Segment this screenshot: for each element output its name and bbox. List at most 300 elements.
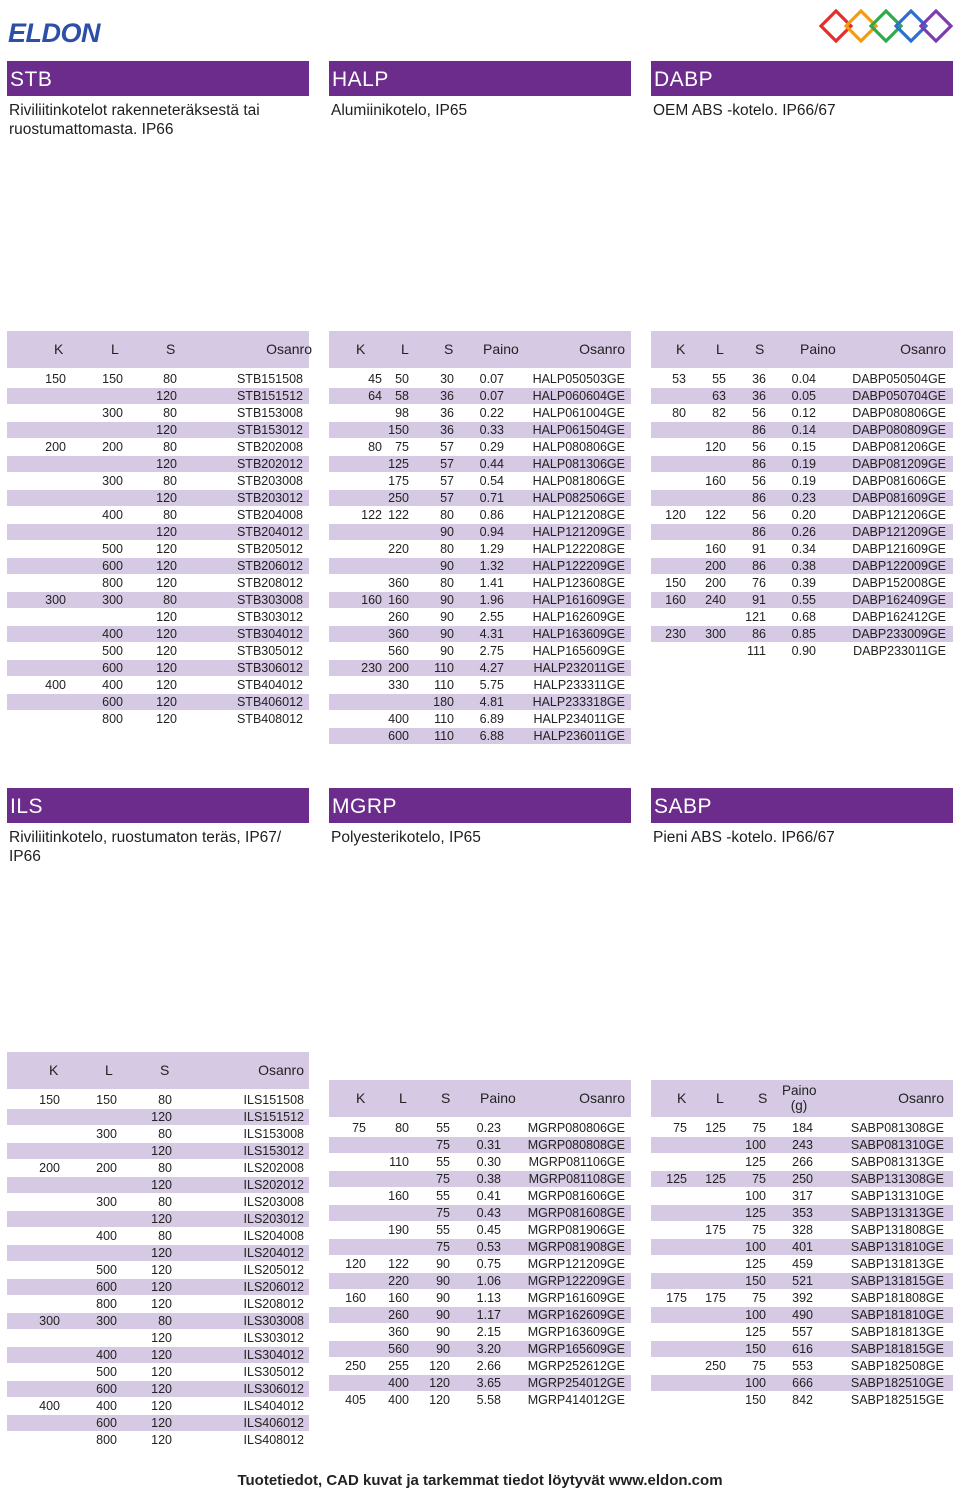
table-cell: 317 [792,1189,813,1203]
table-cell: 0.19 [791,474,816,488]
table-row [651,1375,953,1392]
table-cell: 120 [151,1280,172,1294]
table-cell: 56 [752,508,766,522]
table-row [651,1341,953,1358]
table-cell: HALP123608GE [532,576,625,590]
table-cell: 120 [156,712,177,726]
table-cell: 160 [388,1189,409,1203]
table-row [7,422,309,439]
column-header: K [54,341,64,357]
table-cell: 75 [352,1121,366,1135]
table-cell: DABP081209GE [852,457,946,471]
table-cell: 600 [102,695,123,709]
table-cell: ILS408012 [243,1433,304,1447]
table-cell: MGRP081106GE [528,1155,625,1169]
table-row [7,677,309,694]
table-cell: 150 [745,1274,766,1288]
footer-text: Tuotetiedot, CAD kuvat ja tarkemmat tiedot löytyvät www.eldon.com [237,1472,723,1489]
table-cell: 80 [158,1093,172,1107]
table-row [7,1279,309,1296]
mgrp-description: Polyesterikotelo, IP65 [331,829,481,846]
table-row [7,1313,309,1330]
table-cell: 120 [151,1348,172,1362]
table-cell: 0.26 [791,525,816,539]
table-cell: DABP121206GE [852,508,946,522]
table-cell: 36 [440,406,454,420]
table-cell: 122 [388,508,409,522]
table-cell: 330 [388,678,409,692]
table-row [329,507,631,524]
table-cell: HALP236011GE [533,729,625,743]
table-cell: 200 [39,1161,60,1175]
table-cell: 120 [156,627,177,641]
table-cell: HALP081306GE [532,457,625,471]
ils-table-header [7,1052,309,1089]
table-cell: 260 [388,610,409,624]
table-cell: 82 [712,406,726,420]
table-cell: ILS306012 [243,1382,304,1396]
table-cell: 122 [388,1257,409,1271]
table-cell: 120 [156,576,177,590]
table-cell: 86 [752,491,766,505]
column-header: L [105,1062,113,1078]
table-cell: 300 [39,1314,60,1328]
table-cell: 120 [665,508,686,522]
table-cell: 80 [158,1161,172,1175]
table-cell: 243 [792,1138,813,1152]
column-header: S [755,341,765,357]
table-row [7,371,309,388]
table-row [651,541,953,558]
table-cell: STB305012 [236,644,303,658]
table-cell: HALP233311GE [533,678,625,692]
table-cell: 120 [151,1246,172,1260]
table-cell: 91 [752,542,766,556]
table-cell: SABP081310GE [850,1138,944,1152]
table-cell: 200 [705,576,726,590]
table-cell: 100 [745,1308,766,1322]
table-cell: 110 [389,1155,409,1169]
table-cell: 150 [96,1093,117,1107]
table-row [329,575,631,592]
table-cell: 405 [345,1393,366,1407]
mgrp-table [329,1080,631,1409]
table-row [7,575,309,592]
table-cell: 175 [388,474,409,488]
table-row [329,524,631,541]
table-row [329,1137,631,1154]
table-cell: 100 [745,1189,766,1203]
table-cell: SABP081313GE [850,1155,944,1169]
table-cell: 300 [705,627,726,641]
table-cell: ILS204012 [243,1246,304,1260]
table-cell: 0.85 [791,627,816,641]
table-cell: 120 [156,610,177,624]
table-row [329,1154,631,1171]
table-cell: 230 [361,661,382,675]
table-row [7,1330,309,1347]
table-cell: HALP165609GE [532,644,625,658]
table-cell: DABP080806GE [852,406,946,420]
table-cell: MGRP081108GE [528,1172,625,1186]
table-cell: 400 [102,678,123,692]
table-row [329,422,631,439]
table-cell: MGRP081908GE [527,1240,625,1254]
table-cell: 50 [395,372,409,386]
table-cell: HALP061504GE [532,423,625,437]
table-cell: 200 [705,559,726,573]
table-cell: 55 [436,1121,450,1135]
table-cell: 120 [156,542,177,556]
table-row [651,1358,953,1375]
table-cell: 4.31 [479,627,504,641]
table-row [7,507,309,524]
table-row [329,728,631,745]
table-cell: 56 [752,440,766,454]
table-row [651,1120,953,1137]
table-cell: 360 [388,576,409,590]
table-cell: 57 [440,457,454,471]
table-cell: 175 [705,1223,726,1237]
table-cell: 6.88 [479,729,504,743]
table-cell: SABP182515GE [850,1393,944,1407]
table-cell: 120 [705,440,726,454]
table-cell: ILS304012 [243,1348,304,1362]
table-cell: 125 [705,1121,726,1135]
table-cell: 76 [752,576,766,590]
table-cell: 30 [440,372,454,386]
table-row [329,439,631,456]
table-cell: MGRP162609GE [527,1308,625,1322]
table-cell: 260 [388,1308,409,1322]
table-cell: STB206012 [236,559,303,573]
table-cell: ILS151508 [243,1093,304,1107]
table-cell: HALP163609GE [532,627,625,641]
table-cell: 120 [429,1376,450,1390]
table-row [329,1392,631,1409]
table-row [651,1324,953,1341]
table-row [7,1262,309,1279]
table-cell: 75 [395,440,409,454]
table-cell: 120 [156,695,177,709]
table-row [651,592,953,609]
table-row [329,592,631,609]
table-cell: 300 [96,1127,117,1141]
stb-title: STB [10,68,53,91]
table-cell: 184 [792,1121,813,1135]
table-cell: 90 [436,1257,450,1271]
table-row [651,405,953,422]
table-cell: HALP233318GE [532,695,625,709]
table-row [7,643,309,660]
table-cell: 490 [792,1308,813,1322]
table-cell: STB303012 [236,610,303,624]
table-row [7,660,309,677]
table-row [7,1381,309,1398]
table-cell: 55 [436,1189,450,1203]
stb-header [7,61,309,96]
table-cell: DABP080809GE [852,423,946,437]
table-row [329,456,631,473]
column-header: Osanro [579,341,625,357]
table-cell: 400 [96,1348,117,1362]
table-row [7,592,309,609]
table-cell: SABP181815GE [850,1342,944,1356]
table-cell: 125 [745,1325,766,1339]
table-row [7,1109,309,1126]
table-cell: ILS204008 [243,1229,304,1243]
table-cell: MGRP121209GE [527,1257,625,1271]
table-cell: STB306012 [236,661,303,675]
table-row [329,1341,631,1358]
table-cell: 122 [705,508,726,522]
column-header: K [356,341,366,357]
table-row [329,1222,631,1239]
column-header: Paino [483,341,519,357]
table-cell: 200 [388,661,409,675]
table-cell: SABP182508GE [850,1359,944,1373]
table-cell: 2.66 [476,1359,501,1373]
table-cell: 120 [151,1297,172,1311]
table-row [329,1256,631,1273]
column-header: Paino (g) [782,1083,817,1113]
table-row [651,1222,953,1239]
table-row [651,1273,953,1290]
table-cell: 0.38 [791,559,816,573]
table-cell: 120 [151,1433,172,1447]
table-cell: 600 [102,661,123,675]
table-cell: 91 [752,593,766,607]
table-cell: 55 [436,1223,450,1237]
column-header: K [677,1090,687,1106]
table-cell: MGRP080806GE [527,1121,625,1135]
table-cell: 4.81 [479,695,504,709]
table-cell: 180 [433,695,454,709]
table-cell: 80 [158,1195,172,1209]
table-cell: STB406012 [236,695,303,709]
table-cell: 160 [345,1291,366,1305]
table-cell: STB205012 [236,542,303,556]
table-cell: ILS153012 [243,1144,304,1158]
table-cell: 3.65 [476,1376,501,1390]
table-row [651,609,953,626]
table-cell: MGRP122209GE [527,1274,625,1288]
table-row [329,711,631,728]
table-row [651,1205,953,1222]
sabp-header [651,788,953,823]
ils-header [7,788,309,823]
table-cell: STB153008 [236,406,303,420]
table-cell: HALP121209GE [532,525,625,539]
table-cell: SABP131310GE [850,1189,944,1203]
table-cell: 75 [673,1121,687,1135]
column-header: S [441,1090,451,1106]
table-cell: 80 [163,440,177,454]
table-cell: SABP181810GE [850,1308,944,1322]
table-row [7,1194,309,1211]
column-header: S [166,341,176,357]
table-cell: ILS404012 [243,1399,304,1413]
table-cell: 459 [792,1257,813,1271]
table-cell: 125 [745,1257,766,1271]
table-cell: MGRP080808GE [527,1138,625,1152]
table-cell: 120 [156,457,177,471]
table-cell: 0.07 [479,389,504,403]
table-cell: 200 [102,440,123,454]
table-cell: 90 [440,525,454,539]
table-row [7,1296,309,1313]
table-cell: 86 [752,559,766,573]
table-cell: 55 [712,372,726,386]
table-cell: 0.71 [479,491,504,505]
table-cell: 0.38 [476,1172,501,1186]
table-cell: 120 [151,1382,172,1396]
table-cell: 120 [151,1110,172,1124]
table-cell: 120 [156,491,177,505]
table-cell: 125 [388,457,409,471]
table-cell: 120 [156,678,177,692]
table-cell: HALP162609GE [532,610,625,624]
table-cell: 6.89 [479,712,504,726]
table-cell: STB408012 [236,712,303,726]
table-cell: 250 [792,1172,813,1186]
table-cell: 58 [395,389,409,403]
table-cell: 0.14 [791,423,816,437]
table-cell: 600 [96,1280,117,1294]
table-cell: ILS303012 [243,1331,304,1345]
table-cell: 400 [102,627,123,641]
column-header: Paino [800,341,836,357]
table-cell: 150 [665,576,686,590]
table-cell: 64 [368,389,382,403]
table-cell: 400 [102,508,123,522]
table-cell: 0.33 [479,423,504,437]
table-cell: 0.44 [479,457,504,471]
table-cell: 220 [388,542,409,556]
table-row [329,371,631,388]
table-cell: STB208012 [236,576,303,590]
table-cell: 45 [368,372,382,386]
table-row [7,1228,309,1245]
table-cell: STB204012 [236,525,303,539]
table-row [329,1324,631,1341]
table-cell: MGRP414012GE [527,1393,625,1407]
table-cell: 0.30 [476,1155,501,1169]
table-cell: 80 [440,542,454,556]
column-header: K [49,1062,59,1078]
table-cell: ILS406012 [243,1416,304,1430]
table-cell: 110 [434,661,454,675]
table-row [7,490,309,507]
table-cell: MGRP163609GE [527,1325,625,1339]
table-cell: 175 [666,1291,687,1305]
table-cell: 300 [45,593,66,607]
table-cell: 160 [665,593,686,607]
table-cell: 353 [792,1206,813,1220]
table-cell: HALP232011GE [533,661,625,675]
table-cell: 328 [792,1223,813,1237]
table-cell: 90 [440,644,454,658]
table-cell: HALP060604GE [532,389,625,403]
table-cell: 0.23 [791,491,816,505]
table-cell: 150 [39,1093,60,1107]
table-cell: 90 [436,1291,450,1305]
table-cell: 80 [672,406,686,420]
table-cell: 100 [745,1376,766,1390]
table-cell: 400 [388,1393,409,1407]
table-cell: DABP152008GE [852,576,946,590]
table-row [7,1398,309,1415]
ils-title: ILS [10,795,44,818]
table-cell: 75 [436,1172,450,1186]
table-cell: 120 [151,1365,172,1379]
column-header: L [111,341,119,357]
table-cell: DABP162412GE [852,610,946,624]
table-row [329,1205,631,1222]
table-row [329,1290,631,1307]
table-row [7,405,309,422]
table-cell: 120 [151,1399,172,1413]
table-cell: SABP181808GE [850,1291,944,1305]
table-cell: STB304012 [236,627,303,641]
table-cell: SABP131813GE [850,1257,944,1271]
table-cell: 160 [705,542,726,556]
halp-table-header [329,331,631,368]
column-header: Osanro [266,341,312,357]
table-cell: 400 [96,1399,117,1413]
halp-title: HALP [332,68,389,91]
table-cell: 120 [429,1359,450,1373]
table-row [7,473,309,490]
table-row [7,388,309,405]
table-row [7,1245,309,1262]
table-row [651,507,953,524]
table-cell: 800 [102,712,123,726]
table-row [329,626,631,643]
table-row [651,456,953,473]
table-cell: 75 [752,1291,766,1305]
sabp-description: Pieni ABS -kotelo. IP66/67 [653,829,835,846]
table-row [329,1358,631,1375]
table-row [7,609,309,626]
table-cell: 250 [705,1359,726,1373]
table-cell: STB202012 [236,457,303,471]
table-row [651,1256,953,1273]
table-cell: 300 [96,1195,117,1209]
table-row [7,541,309,558]
table-cell: SABP081308GE [850,1121,944,1135]
table-cell: 400 [96,1229,117,1243]
table-cell: SABP131313GE [850,1206,944,1220]
table-row [329,1120,631,1137]
table-cell: 120 [156,661,177,675]
table-cell: 553 [792,1359,813,1373]
table-cell: 2.55 [479,610,504,624]
table-cell: HALP050503GE [532,372,625,386]
table-cell: HALP121208GE [532,508,625,522]
table-cell: STB404012 [236,678,303,692]
column-header: Paino [480,1090,516,1106]
table-cell: 150 [745,1393,766,1407]
table-cell: 0.22 [479,406,504,420]
table-cell: 120 [156,644,177,658]
table-cell: 800 [102,576,123,590]
table-cell: SABP131810GE [850,1240,944,1254]
table-row [329,609,631,626]
mgrp-title: MGRP [332,795,397,818]
table-cell: ILS151512 [243,1110,304,1124]
table-cell: 600 [102,559,123,573]
